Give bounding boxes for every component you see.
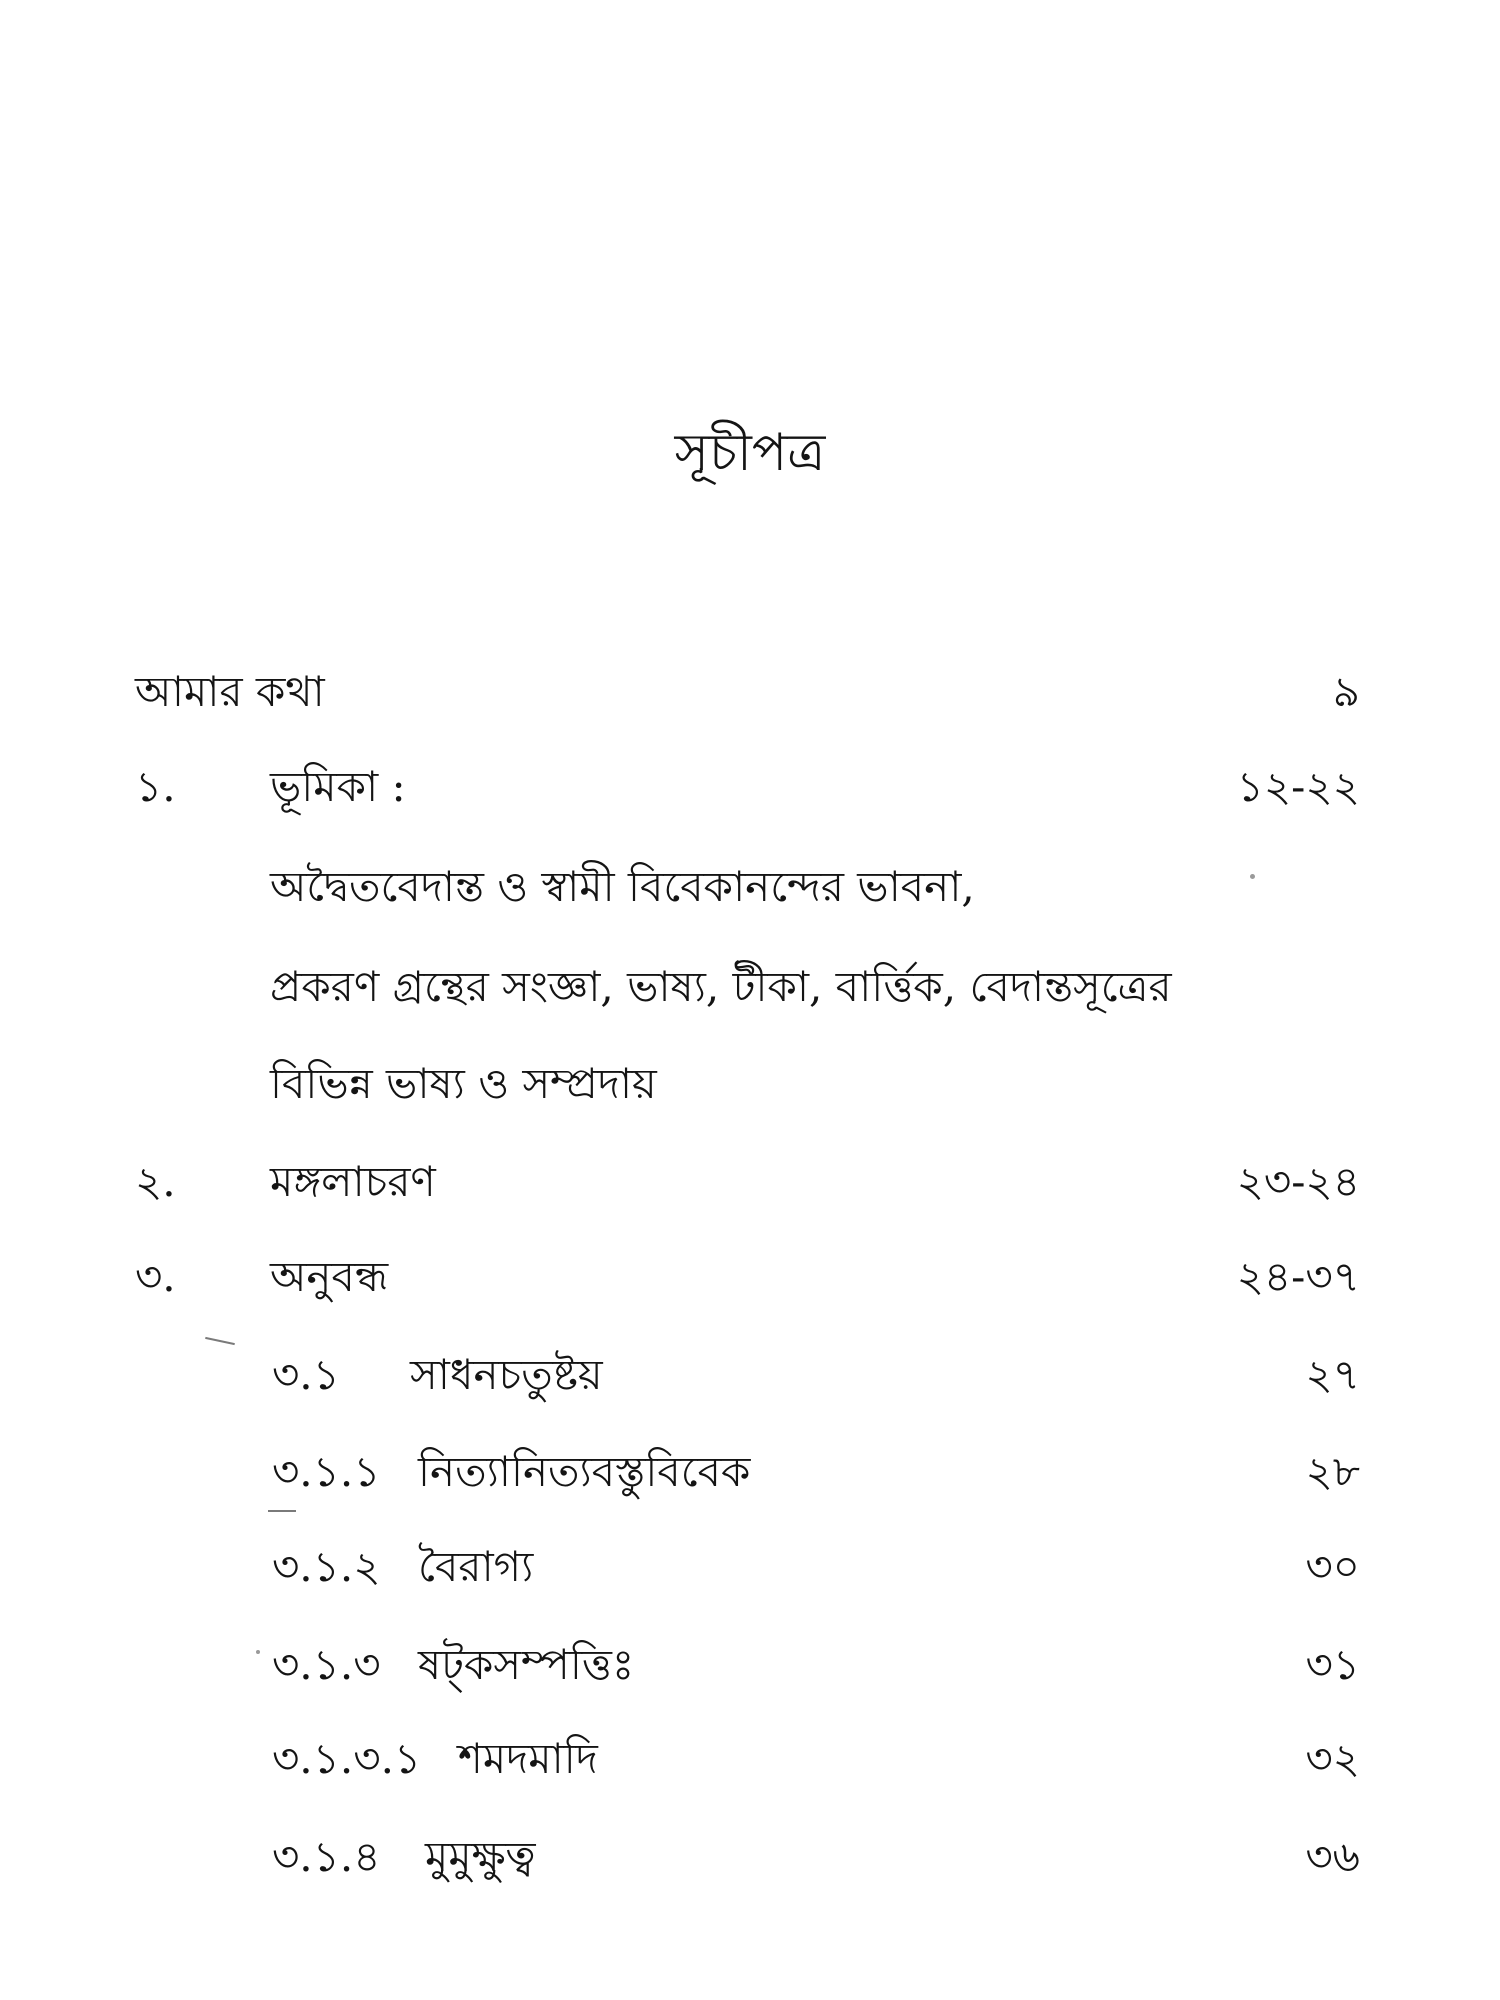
entry-page-preface: ৯ xyxy=(1332,667,1360,716)
entry-number-3: ৩. xyxy=(135,1252,176,1301)
entry-page-3-1-3: ৩১ xyxy=(1305,1640,1360,1689)
entry-label-3-1-3: ষট্‌কসম্পত্তিঃ xyxy=(418,1640,635,1689)
entry-page-3-1-4: ৩৬ xyxy=(1305,1832,1360,1881)
entry-number-3-1-1: ৩.১.১ xyxy=(272,1447,381,1496)
entry-number-3-1-3: ৩.১.৩ xyxy=(272,1640,381,1689)
entry-label-3-1: সাধনচতুষ্টয় xyxy=(410,1350,603,1399)
entry-page-3-1-2: ৩০ xyxy=(1305,1542,1360,1591)
page-title: সূচীপত্র xyxy=(674,423,826,483)
entry-number-3-1: ৩.১ xyxy=(272,1350,340,1399)
scan-mark xyxy=(268,1510,296,1512)
entry-label-3-1-4: মুমুক্ষুত্ব xyxy=(425,1832,536,1881)
entry-description-line-2: প্রকরণ গ্রন্থের সংজ্ঞা, ভাষ্য, টীকা, বার্ত্তিক, বেদান্তসূত্রের xyxy=(270,962,1172,1011)
entry-label-preface: আমার কথা xyxy=(135,667,325,716)
entry-label-3: অনুবন্ধ xyxy=(270,1252,389,1301)
entry-number-2: ২. xyxy=(135,1157,176,1206)
scan-speck xyxy=(256,1650,260,1654)
entry-page-3-1: ২৭ xyxy=(1305,1350,1360,1399)
scan-mark xyxy=(205,1337,235,1345)
entry-page-2: ২৩-২৪ xyxy=(1236,1157,1360,1206)
entry-label-2: মঙ্গলাচরণ xyxy=(270,1157,436,1206)
entry-number-3-1-3-1: ৩.১.৩.১ xyxy=(272,1734,422,1783)
scan-speck xyxy=(1250,874,1255,879)
entry-page-3: ২৪-৩৭ xyxy=(1236,1252,1360,1301)
entry-label-3-1-1: নিত্যানিত্যবস্তুবিবেক xyxy=(418,1447,751,1496)
entry-description-line-1: অদ্বৈতবেদান্ত ও স্বামী বিবেকানন্দের ভাবনা, xyxy=(270,862,975,911)
entry-label-3-1-3-1: শমদমাদি xyxy=(458,1734,598,1783)
entry-page-3-1-3-1: ৩২ xyxy=(1305,1734,1360,1783)
entry-page-3-1-1: ২৮ xyxy=(1305,1447,1360,1496)
entry-number-3-1-2: ৩.১.২ xyxy=(272,1542,381,1591)
entry-description-line-3: বিভিন্ন ভাষ্য ও সম্প্রদায় xyxy=(270,1059,657,1108)
entry-label-1: ভূমিকা : xyxy=(270,762,406,811)
entry-page-1: ১২-২২ xyxy=(1236,762,1360,811)
entry-label-3-1-2: বৈরাগ্য xyxy=(418,1542,534,1591)
entry-number-3-1-4: ৩.১.৪ xyxy=(272,1832,381,1881)
entry-number-1: ১. xyxy=(135,762,176,811)
